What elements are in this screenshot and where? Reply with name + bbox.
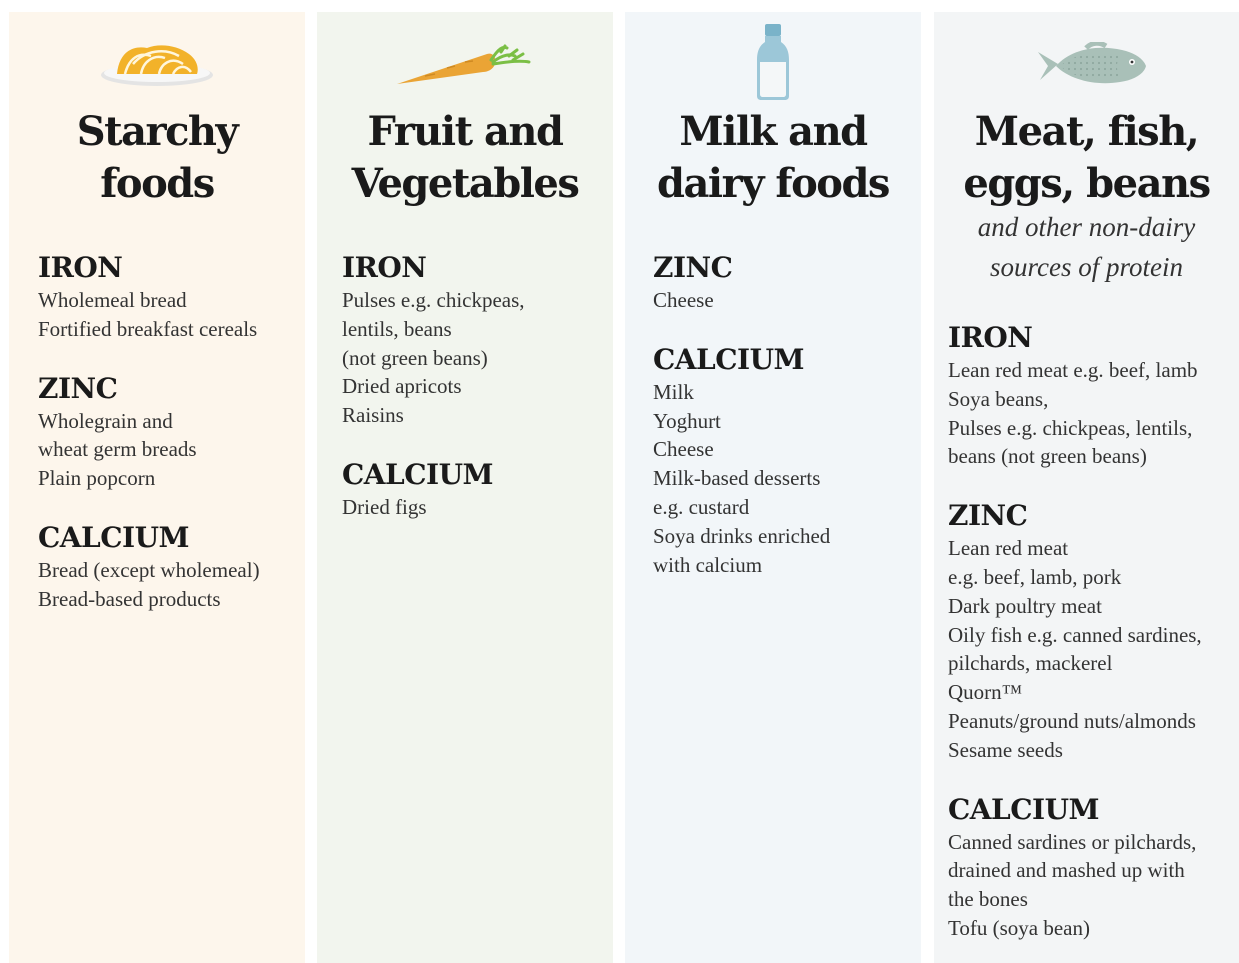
food-item: e.g. custard [653, 494, 750, 519]
food-item: Lean red meat [948, 536, 1069, 561]
section-heading: ZINC [948, 499, 1028, 533]
nutrient-sections [342, 250, 613, 549]
food-list [38, 407, 305, 493]
column-milk-and-dairy [625, 12, 921, 963]
section-heading: CALCIUM [653, 342, 804, 376]
food-item: Sesame seeds [948, 737, 1063, 762]
milk-bottle-icon [755, 22, 791, 102]
food-list [38, 286, 305, 344]
food-list [948, 828, 1239, 943]
food-list [948, 534, 1239, 764]
food-item: Pulses e.g. chickpeas, lentils, [948, 415, 1193, 440]
food-item: Quorn™ [948, 680, 1023, 705]
food-item: Lean red meat e.g. beef, lamb [948, 358, 1198, 382]
column-title: Milk and dairy foods [657, 108, 889, 207]
food-item: Soya drinks enriched [653, 523, 831, 548]
nutrient-sections [38, 250, 305, 641]
food-item: Dried figs [342, 494, 427, 519]
food-list [342, 493, 613, 522]
food-item: Dark poultry meat [948, 593, 1102, 618]
section-heading: IRON [342, 251, 427, 284]
section-calcium [38, 520, 305, 614]
food-item: e.g. beef, lamb, pork [948, 564, 1122, 589]
section-calcium [948, 792, 1239, 943]
food-item: Soya beans, [948, 386, 1049, 411]
section-calcium [342, 457, 613, 522]
food-item: Plain popcorn [38, 466, 156, 491]
section-zinc [948, 498, 1239, 764]
section-heading: ZINC [653, 251, 733, 284]
section-iron [342, 250, 613, 430]
fish-icon [1036, 42, 1148, 92]
section-calcium [653, 342, 921, 580]
section-zinc [653, 250, 921, 315]
column-subtitle: and other non-dairy sources of protein [977, 212, 1196, 282]
food-item: Cheese [653, 437, 714, 462]
food-item: Pulses e.g. chickpeas, [342, 288, 525, 312]
food-item: Wholegrain and [38, 408, 173, 433]
nutrient-sections [653, 250, 921, 606]
section-iron [948, 320, 1239, 471]
column-title: Starchy foods [76, 108, 238, 207]
food-item: Dried apricots [342, 374, 462, 399]
food-item: Milk [653, 379, 694, 404]
food-item: Oily fish e.g. canned sardines, [948, 622, 1202, 647]
section-zinc [38, 371, 305, 493]
section-iron [38, 250, 305, 344]
food-item: the bones [948, 887, 1028, 912]
food-list [948, 356, 1239, 471]
food-item: lentils, beans [342, 316, 452, 341]
food-list [342, 286, 613, 430]
food-item: Milk-based desserts [653, 466, 821, 491]
food-item: Raisins [342, 403, 404, 428]
food-list [653, 378, 921, 580]
column-title: Fruit and Vegetables [351, 108, 579, 207]
section-heading: CALCIUM [38, 520, 189, 554]
carrot-icon [395, 44, 531, 88]
column-starchy-foods [9, 12, 305, 963]
nutrient-sections [948, 320, 1239, 963]
section-heading: IRON [38, 251, 123, 284]
food-item: drained and mashed up with [948, 858, 1185, 883]
section-heading: IRON [948, 321, 1033, 354]
plate-of-spaghetti-icon [99, 42, 215, 90]
food-item: Yoghurt [653, 408, 721, 433]
food-list [38, 556, 305, 614]
food-item: Cheese [653, 288, 714, 312]
food-item: beans (not green beans) [948, 444, 1147, 469]
column-title: Meat, fish, eggs, beans [963, 108, 1210, 207]
section-heading: CALCIUM [948, 792, 1099, 826]
food-item: (not green beans) [342, 345, 488, 370]
column-fruit-and-vegetables [317, 12, 613, 963]
section-heading: CALCIUM [342, 457, 493, 491]
food-item: Tofu (soya bean) [948, 915, 1090, 940]
food-item: Fortified breakfast cereals [38, 316, 258, 341]
food-item: Wholemeal bread [38, 288, 187, 312]
food-item: Bread-based products [38, 586, 221, 611]
food-item: pilchards, mackerel [948, 651, 1113, 676]
section-heading: ZINC [38, 371, 118, 405]
food-item: Canned sardines or pilchards, [948, 829, 1197, 854]
food-item: with calcium [653, 552, 763, 577]
food-item: wheat germ breads [38, 437, 197, 462]
food-item: Peanuts/ground nuts/almonds [948, 708, 1196, 733]
food-item: Bread (except wholemeal) [38, 557, 260, 582]
food-list [653, 286, 921, 315]
column-meat-fish-eggs-beans [934, 12, 1239, 963]
